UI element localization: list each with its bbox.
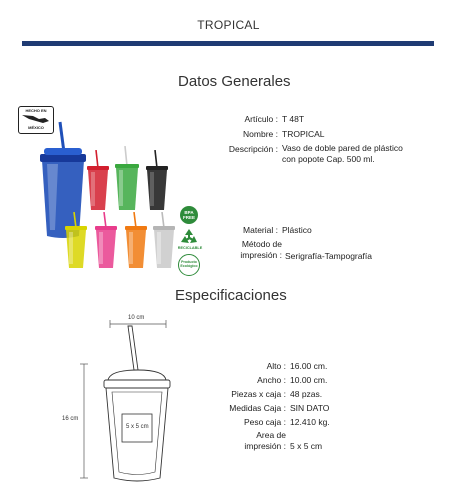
box-weight-value: 12.410 kg. [290,417,330,427]
description-label: Descripción : [228,144,278,154]
page-title: TROPICAL [197,18,260,32]
tumbler-clear [152,212,176,270]
box-size-label: Medidas Caja : [229,403,286,413]
print-area-spec-value: 5 x 5 cm [290,441,323,451]
tumbler-yellow [64,212,88,270]
height-value: 16.00 cm. [290,361,328,371]
tumbler-pink [94,212,118,270]
bpa-free-badge [180,206,198,224]
made-in-label-line1: HECHO EN [25,108,47,113]
made-in-label-line2: MÉXICO [28,125,44,130]
header-divider [22,41,434,46]
pieces-per-box-label: Piezas x caja : [231,389,286,399]
tumbler-red [86,150,110,212]
name-value: TROPICAL [282,129,325,139]
product-image [14,100,204,280]
print-area-spec-label-line1: Area de [256,430,286,440]
box-weight-label: Peso caja : [243,417,286,427]
box-size-value: SIN DATO [290,403,330,413]
print-area-spec-label-line2: impresión : [244,441,286,451]
width-dimension-label: 10 cm [128,315,145,321]
name-label: Nombre : [243,129,278,139]
description-value-line2: con popote Cap. 500 ml. [282,154,375,164]
specs-heading: Especificaciones [175,287,287,304]
print-method-label-line2: impresión : [240,250,282,260]
general-heading: Datos Generales [178,73,291,90]
width-value: 10.00 cm. [290,375,328,385]
material-value: Plástico [282,225,312,235]
eco-label-line1: Producto [181,260,197,264]
tumbler-orange [124,212,148,270]
tumbler-outline-drawing [56,312,196,494]
width-label: Ancho : [257,375,286,385]
pieces-per-box-value: 48 pzas. [290,389,323,399]
article-value: T 48T [282,114,305,124]
eco-label-line2: Ecológico [180,264,198,268]
print-method-value: Serigrafía-Tampografía [285,251,372,261]
height-label: Alto : [266,361,286,371]
description-value-line1: Vaso de doble pared de plástico [282,143,403,153]
print-method-label-line1: Método de [241,239,282,249]
tumbler-black [145,150,169,212]
recyclable-label: RECICLABLE [177,246,203,250]
height-dimension-label: 16 cm [62,416,79,422]
free-label: FREE [182,215,195,220]
print-area-label: 5 x 5 cm [126,424,149,430]
article-label: Artículo : [244,114,278,124]
bpa-label: BPA [184,210,194,215]
tumbler-green [114,146,140,212]
material-label: Material : [243,225,278,235]
tumbler-diagram [56,312,196,494]
